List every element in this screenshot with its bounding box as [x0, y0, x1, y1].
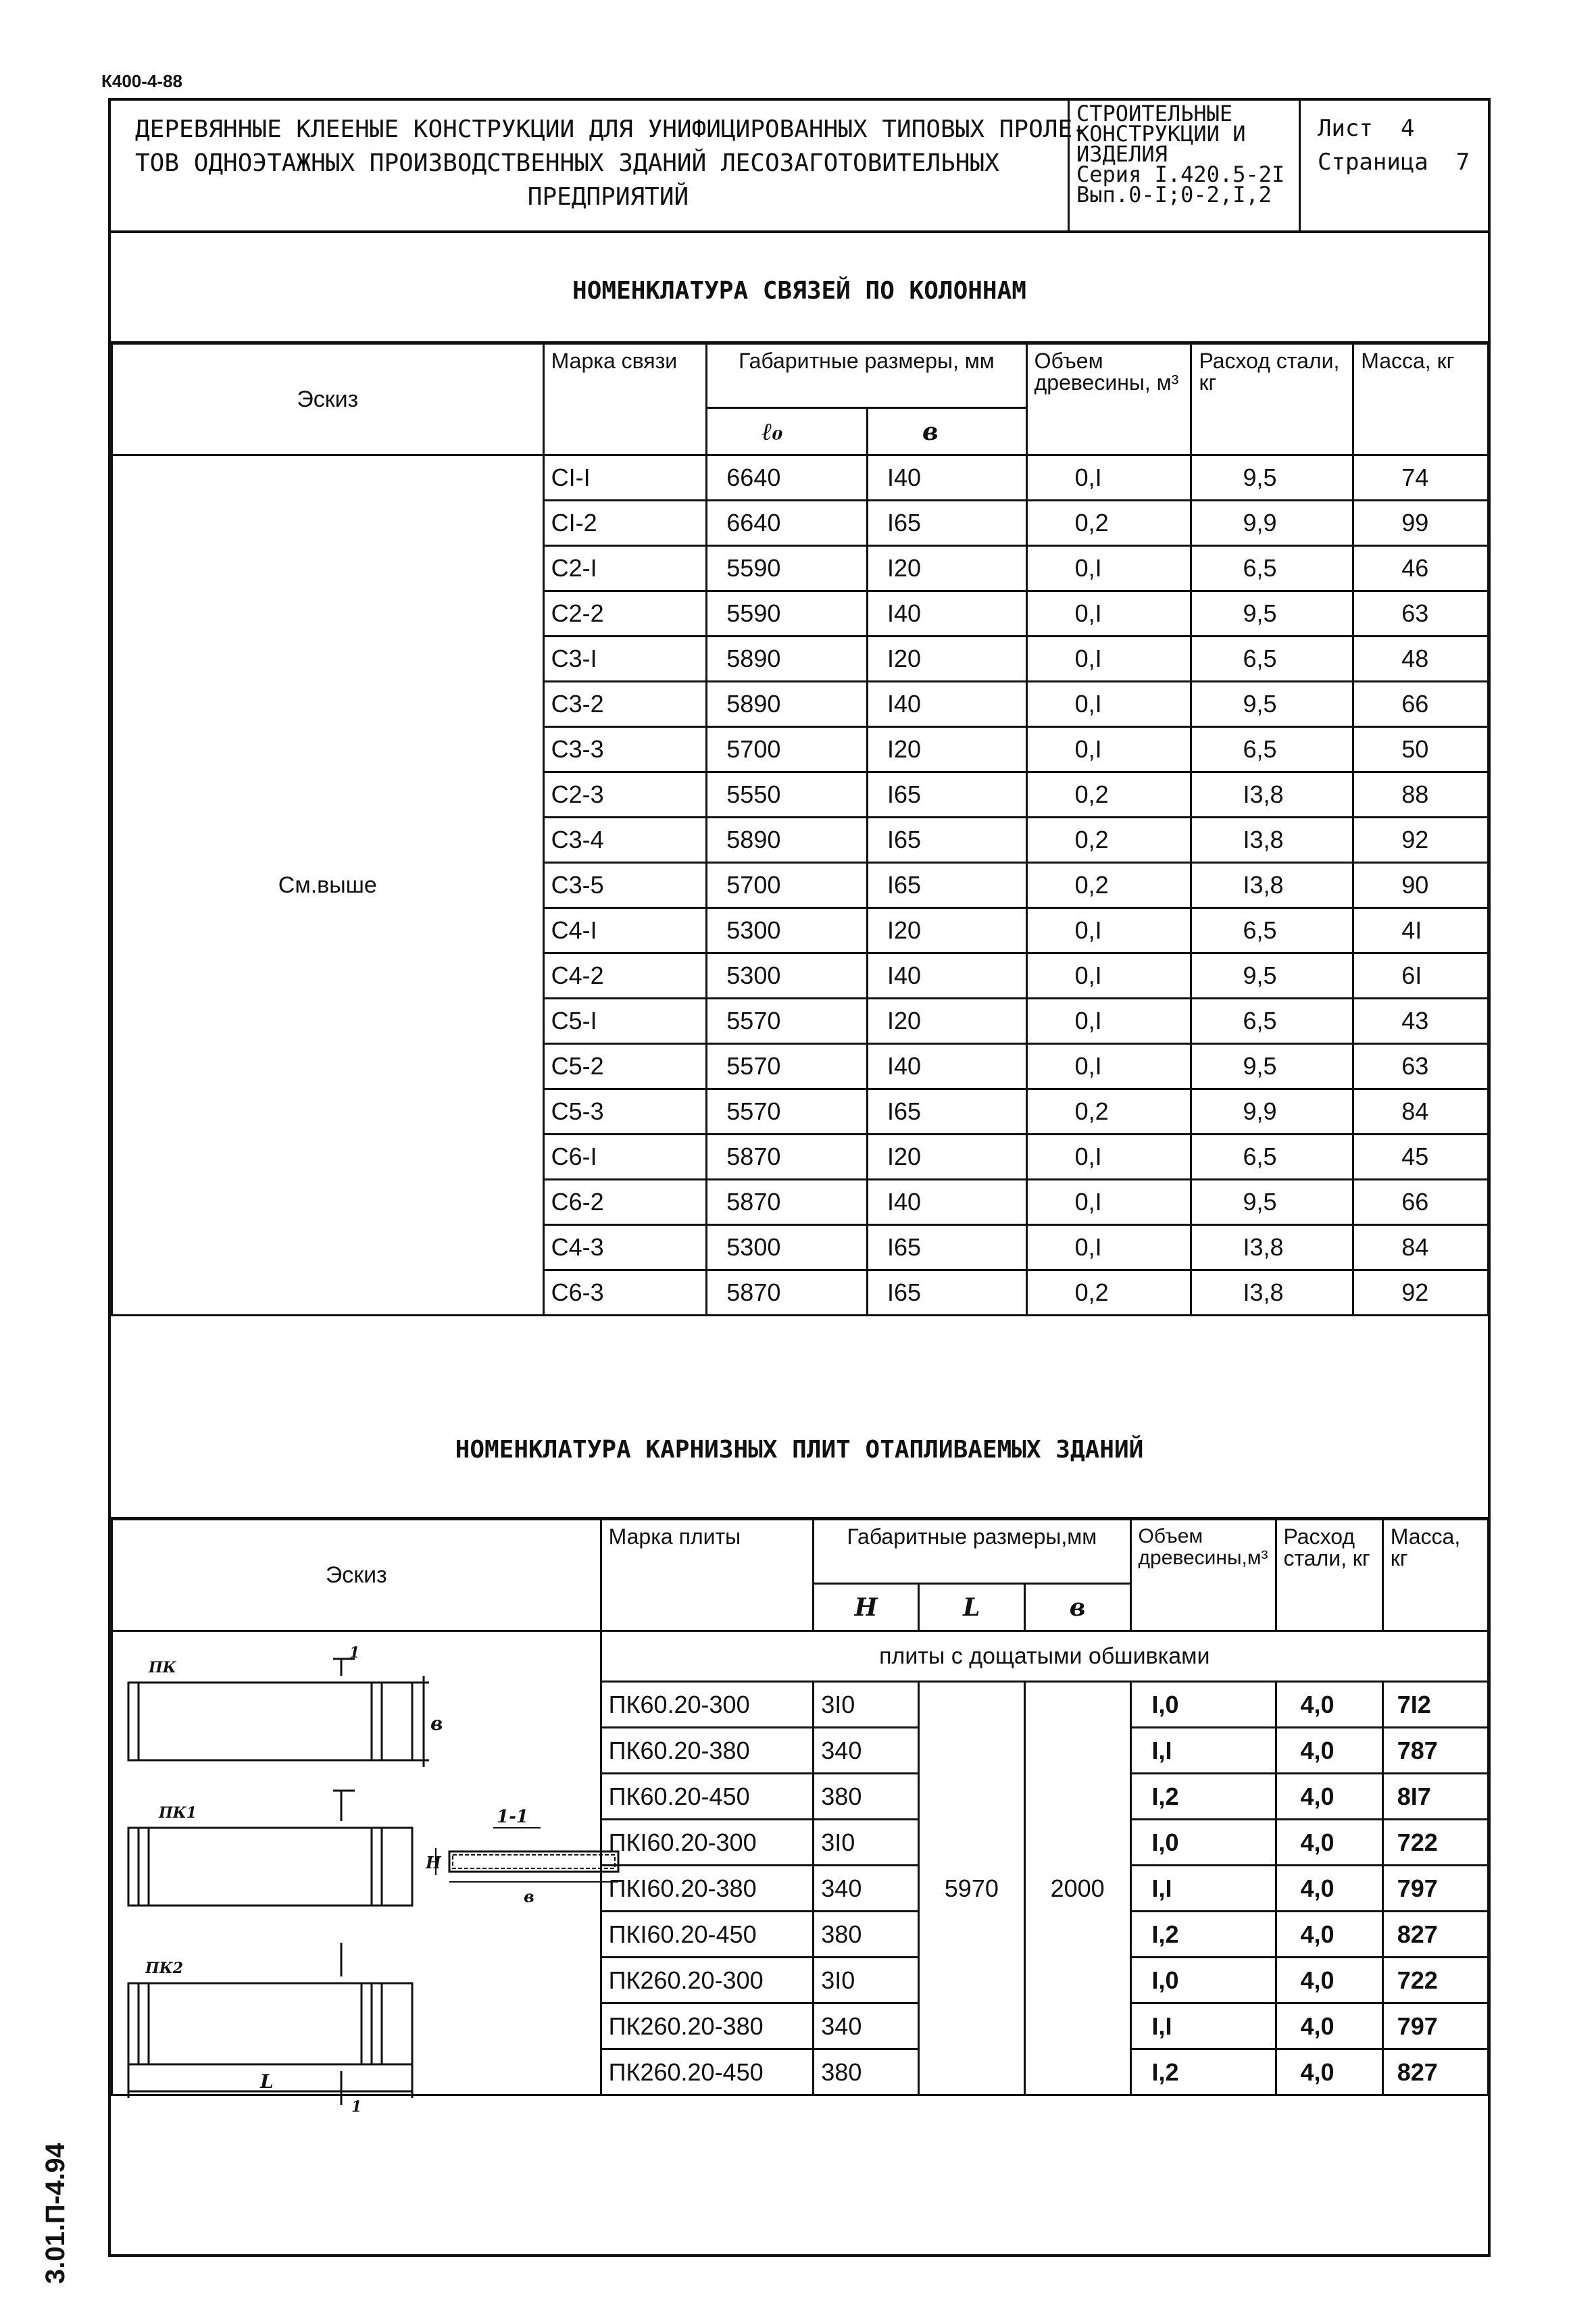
t1-cell-mark: C6-2 — [543, 1180, 707, 1225]
t2-header-sketch: Эскиз — [112, 1520, 601, 1631]
series-line-2: КОНСТРУКЦИИ И — [1076, 121, 1246, 147]
t1-cell-mass: 92 — [1353, 1270, 1489, 1316]
t2-cell-volume: I,0 — [1130, 1682, 1276, 1728]
t1-cell-mark: C5-3 — [543, 1089, 707, 1135]
t1-cell-steel: I3,8 — [1191, 1225, 1353, 1270]
t2-cell-h: 3I0 — [814, 1958, 919, 2003]
t1-cell-volume: 0,I — [1026, 908, 1191, 953]
t1-cell-mass: 46 — [1353, 546, 1489, 591]
series-info — [1068, 98, 1301, 230]
t2-cell-l-shared: 5970 — [918, 1682, 1024, 2095]
t1-cell-mark: C6-I — [543, 1135, 707, 1180]
t1-cell-mark: C2-3 — [543, 772, 707, 818]
t2-cell-h: 340 — [814, 2003, 919, 2049]
t1-cell-l0: 5570 — [707, 1089, 868, 1135]
t1-cell-l0: 5300 — [707, 953, 868, 999]
t1-cell-steel: 9,9 — [1191, 501, 1353, 546]
t1-cell-b: I20 — [867, 908, 1026, 953]
t1-cell-l0: 5700 — [707, 863, 868, 908]
t1-cell-mass: 45 — [1353, 1135, 1489, 1180]
t1-cell-b: I65 — [867, 1089, 1026, 1135]
t1-cell-b: I65 — [867, 772, 1026, 818]
label-h-section: H — [426, 1853, 441, 1872]
t2-cell-steel: 4,0 — [1276, 1728, 1382, 1774]
t2-cell-mass: 797 — [1382, 1866, 1488, 1912]
t1-cell-mass: 4I — [1353, 908, 1489, 953]
t1-cell-l0: 5590 — [707, 546, 868, 591]
t1-cell-steel: 9,5 — [1191, 591, 1353, 637]
t1-cell-mark: C6-3 — [543, 1270, 707, 1316]
t2-cell-h: 380 — [814, 1774, 919, 1820]
t1-cell-mass: 84 — [1353, 1089, 1489, 1135]
t2-cell-mark: ПК60.20-300 — [601, 1682, 814, 1728]
t1-cell-volume: 0,2 — [1026, 1089, 1191, 1135]
t1-cell-volume: 0,I — [1026, 727, 1191, 772]
series-line-1: СТРОИТЕЛЬНЫЕ — [1076, 101, 1233, 126]
label-b-pk: в — [430, 1712, 443, 1735]
t1-cell-steel: 9,5 — [1191, 682, 1353, 727]
t1-cell-mass: 50 — [1353, 727, 1489, 772]
t1-cell-mark: C3-3 — [543, 727, 707, 772]
t1-cell-l0: 5890 — [707, 637, 868, 682]
t2-cell-volume: I,2 — [1130, 1912, 1276, 1958]
t1-cell-b: I65 — [867, 863, 1026, 908]
t1-cell-mark: CI-I — [543, 455, 707, 501]
t1-cell-mark: C3-2 — [543, 682, 707, 727]
t2-cell-mass: 797 — [1382, 2003, 1488, 2049]
t1-cell-b: I40 — [867, 1044, 1026, 1089]
t1-cell-mark: C3-I — [543, 637, 707, 682]
label-pk: ПК — [149, 1659, 176, 1676]
t1-cell-l0: 5870 — [707, 1270, 868, 1316]
t1-cell-b: I40 — [867, 455, 1026, 501]
t1-cell-steel: 6,5 — [1191, 908, 1353, 953]
t2-subheader: плиты с дощатыми обшивками — [601, 1631, 1488, 1682]
series-line-3: ИЗДЕЛИЯ — [1076, 141, 1168, 167]
t2-cell-volume: I,2 — [1130, 2049, 1276, 2095]
t1-header-steel: Расход стали, кг — [1191, 344, 1353, 455]
t2-header-b: в — [1024, 1584, 1130, 1631]
t1-header-sketch: Эскиз — [112, 344, 544, 455]
t1-cell-l0: 5890 — [707, 818, 868, 863]
t1-cell-b: I20 — [867, 637, 1026, 682]
slab-sketch — [118, 1645, 632, 2118]
label-b-section: в — [524, 1887, 534, 1906]
t1-cell-mass: 84 — [1353, 1225, 1489, 1270]
t1-cell-mark: C3-5 — [543, 863, 707, 908]
t1-cell-volume: 0,2 — [1026, 818, 1191, 863]
t2-cell-mark: ПК60.20-450 — [601, 1774, 814, 1820]
t1-header-b: в — [867, 408, 1026, 455]
t2-cell-mass: 787 — [1382, 1728, 1488, 1774]
t1-cell-mark: C5-2 — [543, 1044, 707, 1089]
t1-cell-volume: 0,I — [1026, 455, 1191, 501]
t1-cell-volume: 0,2 — [1026, 863, 1191, 908]
t1-cell-mark: C2-2 — [543, 591, 707, 637]
t1-cell-l0: 5870 — [707, 1135, 868, 1180]
series-line-5: Вып.0-I;0-2,I,2 — [1076, 182, 1272, 207]
t1-cell-volume: 0,I — [1026, 953, 1191, 999]
t1-cell-b: I40 — [867, 591, 1026, 637]
t1-cell-l0: 5570 — [707, 999, 868, 1044]
t1-cell-mark: C5-I — [543, 999, 707, 1044]
t2-cell-h: 380 — [814, 1912, 919, 1958]
table1-title: НОМЕНКЛАТУРА СВЯЗЕЙ ПО КОЛОННАМ — [572, 277, 1026, 305]
label-cut-1: 1 — [349, 1645, 360, 1662]
t2-header-dims: Габаритные размеры,мм — [814, 1520, 1130, 1584]
t2-cell-mass: 722 — [1382, 1958, 1488, 2003]
t1-cell-volume: 0,I — [1026, 682, 1191, 727]
table2-title: НОМЕНКЛАТУРА КАРНИЗНЫХ ПЛИТ ОТАПЛИВАЕМЫХ ЗДАНИЙ — [455, 1436, 1144, 1464]
table1 — [111, 343, 1489, 1316]
t1-cell-steel: 6,5 — [1191, 1135, 1353, 1180]
t1-row — [112, 455, 1489, 501]
t1-cell-mass: 66 — [1353, 1180, 1489, 1225]
t1-sketch-note: См.выше — [112, 455, 544, 1316]
t2-cell-volume: I,2 — [1130, 1774, 1276, 1820]
t2-cell-mass: 827 — [1382, 2049, 1488, 2095]
t2-cell-steel: 4,0 — [1276, 1682, 1382, 1728]
t2-cell-mark: ПК260.20-380 — [601, 2003, 814, 2049]
t2-cell-steel: 4,0 — [1276, 2049, 1382, 2095]
t2-cell-h: 340 — [814, 1866, 919, 1912]
t1-cell-volume: 0,I — [1026, 1044, 1191, 1089]
t1-cell-steel: 6,5 — [1191, 637, 1353, 682]
t1-cell-volume: 0,I — [1026, 1225, 1191, 1270]
t1-cell-steel: I3,8 — [1191, 1270, 1353, 1316]
t1-cell-mark: C2-I — [543, 546, 707, 591]
t1-cell-l0: 5550 — [707, 772, 868, 818]
sheet-number: Лист 4 — [1318, 115, 1415, 142]
t1-cell-mark: CI-2 — [543, 501, 707, 546]
t1-cell-mark: C4-2 — [543, 953, 707, 999]
t1-cell-steel: 9,5 — [1191, 1044, 1353, 1089]
t1-header-volume: Объем древесины, м³ — [1026, 344, 1191, 455]
t2-cell-mass: 8I7 — [1382, 1774, 1488, 1820]
t2-cell-steel: 4,0 — [1276, 1820, 1382, 1866]
t1-cell-volume: 0,2 — [1026, 772, 1191, 818]
title-line-1: ДЕРЕВЯННЫЕ КЛЕЕНЫЕ КОНСТРУКЦИИ ДЛЯ УНИФИЦИРОВАННЫХ ТИПОВЫХ ПРОЛЕ- — [135, 116, 1087, 143]
t2-cell-volume: I,0 — [1130, 1820, 1276, 1866]
t1-cell-l0: 5890 — [707, 682, 868, 727]
slab-pk1-outline — [128, 1828, 412, 1906]
t2-cell-mark: ПК60.20-380 — [601, 1728, 814, 1774]
t2-header-h: H — [814, 1584, 919, 1631]
t1-cell-l0: 5700 — [707, 727, 868, 772]
t1-cell-mark: C4-I — [543, 908, 707, 953]
t2-header-mass: Масса, кг — [1382, 1520, 1488, 1631]
label-l: L — [260, 2070, 274, 2093]
t1-cell-mass: 6I — [1353, 953, 1489, 999]
table1-body — [112, 455, 1489, 1316]
t1-cell-mass: 88 — [1353, 772, 1489, 818]
t2-cell-steel: 4,0 — [1276, 1866, 1382, 1912]
document-title — [135, 113, 1135, 214]
t2-cell-volume: I,0 — [1130, 1958, 1276, 2003]
t2-cell-volume: I,I — [1130, 2003, 1276, 2049]
t1-cell-l0: 5300 — [707, 908, 868, 953]
t1-cell-steel: 9,9 — [1191, 1089, 1353, 1135]
t1-cell-mass: 63 — [1353, 1044, 1489, 1089]
t2-cell-mass: 827 — [1382, 1912, 1488, 1958]
t1-cell-volume: 0,I — [1026, 637, 1191, 682]
t1-cell-steel: 6,5 — [1191, 727, 1353, 772]
t1-cell-volume: 0,I — [1026, 546, 1191, 591]
t2-cell-steel: 4,0 — [1276, 2003, 1382, 2049]
t1-cell-l0: 6640 — [707, 501, 868, 546]
t1-cell-mass: 43 — [1353, 999, 1489, 1044]
t2-cell-h: 340 — [814, 1728, 919, 1774]
t1-cell-b: I20 — [867, 546, 1026, 591]
t1-cell-volume: 0,I — [1026, 591, 1191, 637]
slab-pk2-outline — [128, 1983, 412, 2064]
t1-cell-steel: 9,5 — [1191, 1180, 1353, 1225]
t1-cell-volume: 0,I — [1026, 1180, 1191, 1225]
t1-cell-l0: 5300 — [707, 1225, 868, 1270]
label-cut-4: 1 — [351, 2098, 362, 2116]
title-line-3: ПРЕДПРИЯТИЙ — [527, 183, 689, 211]
t1-header-dims: Габаритные размеры, мм — [707, 344, 1026, 408]
t1-cell-b: I40 — [867, 953, 1026, 999]
t1-cell-steel: I3,8 — [1191, 818, 1353, 863]
t2-cell-steel: 4,0 — [1276, 1912, 1382, 1958]
t2-cell-volume: I,I — [1130, 1866, 1276, 1912]
document-code: К400-4-88 — [101, 71, 182, 91]
t2-cell-mark: ПКI60.20-450 — [601, 1912, 814, 1958]
t1-cell-steel: 9,5 — [1191, 953, 1353, 999]
t2-cell-mark: ПК260.20-300 — [601, 1958, 814, 2003]
t2-cell-mark: ПК260.20-450 — [601, 2049, 814, 2095]
t2-cell-mass: 722 — [1382, 1820, 1488, 1866]
t1-cell-b: I65 — [867, 818, 1026, 863]
t2-cell-h: 3I0 — [814, 1682, 919, 1728]
t1-cell-mass: 66 — [1353, 682, 1489, 727]
t1-cell-l0: 5570 — [707, 1044, 868, 1089]
t1-cell-mass: 90 — [1353, 863, 1489, 908]
t2-header-volume: Объем древесины,м³ — [1130, 1520, 1276, 1631]
t1-cell-steel: 6,5 — [1191, 546, 1353, 591]
t1-cell-mass: 48 — [1353, 637, 1489, 682]
t2-cell-mark: ПКI60.20-380 — [601, 1866, 814, 1912]
t2-cell-h: 3I0 — [814, 1820, 919, 1866]
t1-cell-l0: 5590 — [707, 591, 868, 637]
t1-cell-volume: 0,2 — [1026, 501, 1191, 546]
t2-cell-steel: 4,0 — [1276, 1774, 1382, 1820]
t1-cell-steel: 6,5 — [1191, 999, 1353, 1044]
t1-cell-steel: 9,5 — [1191, 455, 1353, 501]
t1-cell-l0: 6640 — [707, 455, 868, 501]
t2-cell-steel: 4,0 — [1276, 1958, 1382, 2003]
t1-cell-b: I20 — [867, 999, 1026, 1044]
page-number: Страница 7 — [1318, 149, 1470, 176]
label-pk1: ПК1 — [159, 1804, 197, 1822]
t1-cell-volume: 0,2 — [1026, 1270, 1191, 1316]
t1-header-mark: Марка связи — [543, 344, 707, 455]
t1-cell-b: I65 — [867, 1270, 1026, 1316]
t1-cell-mass: 63 — [1353, 591, 1489, 637]
slab-pk-outline — [128, 1683, 412, 1760]
section-insulation — [453, 1855, 615, 1868]
t2-header-l: L — [918, 1584, 1024, 1631]
label-section: 1-1 — [497, 1807, 528, 1827]
t1-cell-steel: I3,8 — [1191, 772, 1353, 818]
t1-cell-volume: 0,I — [1026, 1135, 1191, 1180]
t2-cell-b-shared: 2000 — [1024, 1682, 1130, 2095]
t2-cell-volume: I,I — [1130, 1728, 1276, 1774]
t1-cell-b: I65 — [867, 1225, 1026, 1270]
t1-cell-b: I20 — [867, 727, 1026, 772]
t1-cell-mass: 99 — [1353, 501, 1489, 546]
t1-cell-volume: 0,I — [1026, 999, 1191, 1044]
t1-cell-b: I20 — [867, 1135, 1026, 1180]
t1-cell-b: I40 — [867, 1180, 1026, 1225]
title-line-2: ТОВ ОДНОЭТАЖНЫХ ПРОИЗВОДСТВЕННЫХ ЗДАНИЙ ЛЕСОЗАГОТОВИТЕЛЬНЫХ — [135, 149, 999, 177]
t1-header-l0: ℓ₀ — [707, 408, 868, 455]
t2-cell-h: 380 — [814, 2049, 919, 2095]
t1-cell-b: I40 — [867, 682, 1026, 727]
t1-header-mass: Масса, кг — [1353, 344, 1489, 455]
title-block — [108, 98, 1491, 233]
t1-cell-mass: 92 — [1353, 818, 1489, 863]
t1-cell-mark: C4-3 — [543, 1225, 707, 1270]
t1-cell-b: I65 — [867, 501, 1026, 546]
t1-cell-mass: 74 — [1353, 455, 1489, 501]
t1-cell-steel: I3,8 — [1191, 863, 1353, 908]
t2-header-steel: Расход стали, кг — [1276, 1520, 1382, 1631]
t1-cell-mark: C3-4 — [543, 818, 707, 863]
t1-cell-l0: 5870 — [707, 1180, 868, 1225]
label-pk2: ПК2 — [145, 1960, 184, 1977]
sheet-info — [1318, 111, 1470, 179]
side-archive-code: 3.01.П-4.94 — [41, 2143, 70, 2284]
t2-cell-mark: ПКI60.20-300 — [601, 1820, 814, 1866]
t2-header-mark: Марка плиты — [601, 1520, 814, 1631]
t2-cell-mass: 7I2 — [1382, 1682, 1488, 1728]
series-line-4: Серия I.420.5-2I — [1076, 161, 1285, 187]
